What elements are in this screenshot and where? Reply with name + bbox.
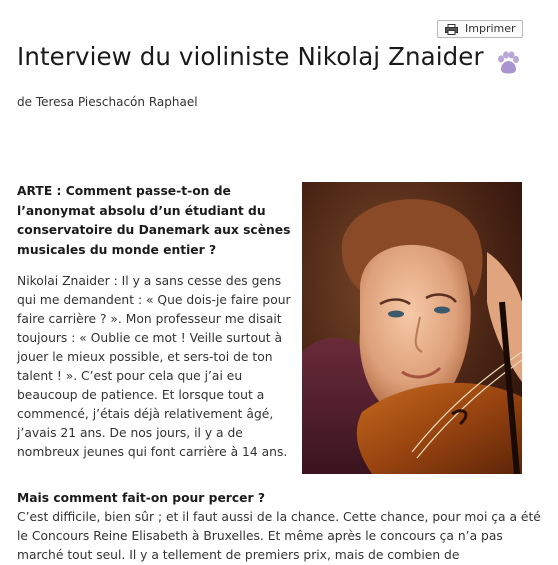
- paw-print-icon: [495, 50, 521, 76]
- print-button[interactable]: [437, 20, 523, 38]
- question-2: Mais comment fait-on pour percer ?: [17, 491, 265, 505]
- answer-1: Nikolai Znaider : Il y a sans cesse des gens qui me demandent : « Que dois-je faire pour faire carrière ? ». Mon professeur me disait toujours : « Oublie ce mot ! Veille surtout à jouer le mieux possible, et sers-toi de ton talent ! ». C’est pour cela que j’ai eu beaucoup de patience. Et lorsque tout a commencé, j’étais déjà relativement âgé, j’avais 21 ans. De nos jours, il y a de nombreux jeunes qui font carrière à 14 ans.: [17, 274, 291, 459]
- question-1: ARTE : Comment passe-t-on de l’anonymat absolu d’un étudiant du conservatoire du Danemark aux scènes musicales du monde entier ?: [17, 184, 291, 257]
- printer-icon: [445, 24, 458, 35]
- print-label: Imprimer: [465, 22, 516, 35]
- byline: de Teresa Pieschacón Raphael: [17, 95, 198, 109]
- violinist-photo: [302, 182, 522, 474]
- answer-2: C’est difficile, bien sûr ; et il faut aussi de la chance. Cette chance, pour moi ça a été le Concours Reine Elisabeth à Bruxelles. Et même après le concours ça n’a pas marché tout seul. Il y a tellement de premiers prix, mais de combien de: [17, 510, 541, 562]
- article-title: Interview du violiniste Nikolaj Znaider: [17, 42, 484, 71]
